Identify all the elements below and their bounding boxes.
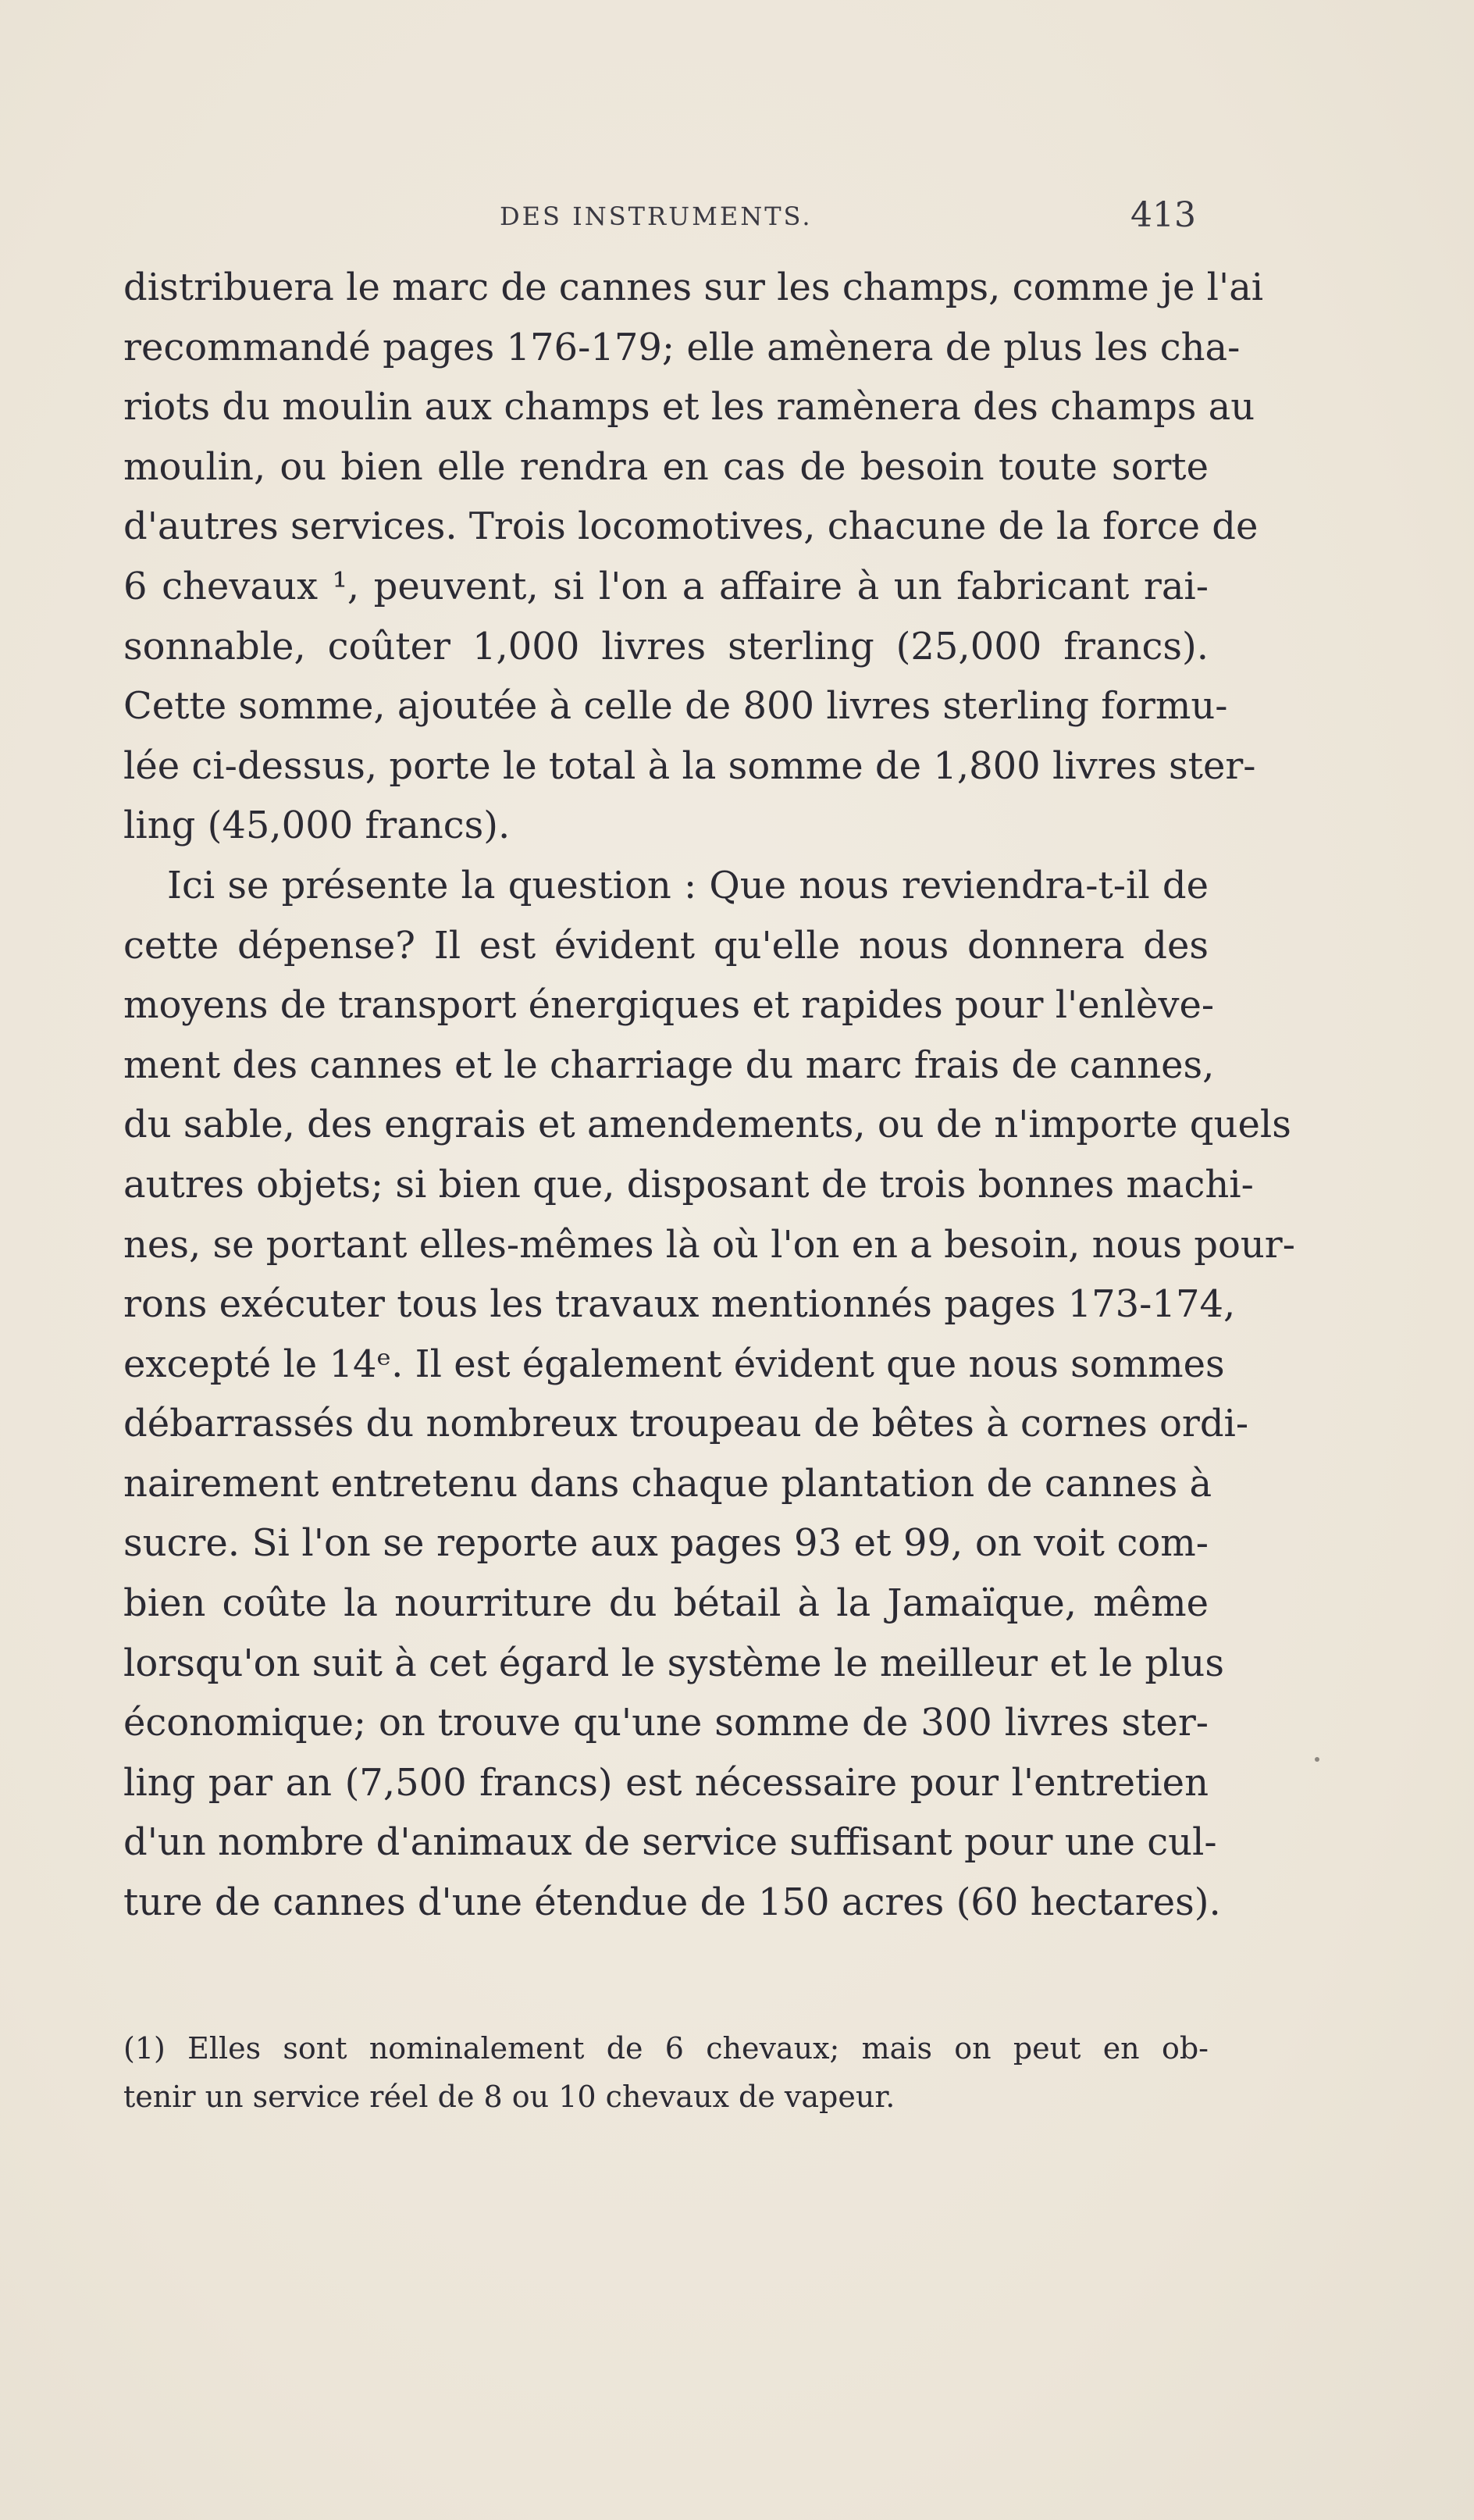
text-line: excepté le 14ᵉ. Il est également évident que nous sommes xyxy=(123,1342,1225,1386)
text-line: moulin, ou bien elle rendra en cas de besoin toute sorte xyxy=(123,444,1209,489)
text-line: ling par an (7,500 francs) est nécessaire pour l'entretien xyxy=(123,1760,1209,1805)
text-line: sonnable, coûter 1,000 livres sterling (25,000 francs). xyxy=(123,624,1209,668)
paper-speck xyxy=(1315,1757,1319,1762)
text-line: Ici se présente la question : Que nous reviendra-t-il de xyxy=(167,863,1209,907)
footnote-line: (1) Elles sont nominalement de 6 chevaux; mais on peut en ob- xyxy=(123,2031,1209,2066)
text-line: rons exécuter tous les travaux mentionnés pages 173-174, xyxy=(123,1282,1236,1327)
text-line: d'autres services. Trois locomotives, chacune de la force de xyxy=(123,504,1259,549)
text-line: riots du moulin aux champs et les ramènera des champs au xyxy=(123,385,1255,430)
body-text xyxy=(123,258,1295,1933)
text-line: lée ci-dessus, porte le total à la somme de 1,800 livres ster- xyxy=(123,743,1256,788)
text-line: moyens de transport énergiques et rapides pour l'enlève- xyxy=(123,983,1215,1028)
text-line: distribuera le marc de cannes sur les champs, comme je l'ai xyxy=(123,266,1264,309)
text-line: lorsqu'on suit à cet égard le système le meilleur et le plus xyxy=(123,1641,1224,1685)
text-line: d'un nombre d'animaux de service suffisant pour une cul- xyxy=(123,1820,1217,1865)
text-line: du sable, des engrais et amendements, ou de n'importe quels xyxy=(123,1103,1291,1147)
text-line: Cette somme, ajoutée à celle de 800 livres sterling formu- xyxy=(123,684,1228,729)
text-line: économique; on trouve qu'une somme de 300 livres ster- xyxy=(123,1701,1209,1745)
text-line: nes, se portant elles-mêmes là où l'on en a besoin, nous pour- xyxy=(123,1222,1295,1267)
page-number: 413 xyxy=(1130,195,1196,235)
footnote xyxy=(123,2024,1209,2121)
text-line: nairement entretenu dans chaque plantation de cannes à xyxy=(123,1461,1212,1506)
text-line: cette dépense? Il est évident qu'elle nous donnera des xyxy=(123,923,1209,968)
text-line: recommandé pages 176-179; elle amènera de plus les cha- xyxy=(123,325,1241,369)
text-line: ture de cannes d'une étendue de 150 acres (60 hectares). xyxy=(123,1880,1221,1925)
text-line: sucre. Si l'on se reporte aux pages 93 et 99, on voit com- xyxy=(123,1521,1209,1566)
footnote-line: tenir un service réel de 8 ou 10 chevaux de vapeur. xyxy=(123,2080,895,2114)
running-title: DES INSTRUMENTS. xyxy=(500,201,813,231)
text-line: ment des cannes et le charriage du marc frais de cannes, xyxy=(123,1043,1215,1087)
text-line: débarrassés du nombreux troupeau de bêtes à cornes ordi- xyxy=(123,1402,1249,1446)
text-line: autres objets; si bien que, disposant de trois bonnes machi- xyxy=(123,1162,1254,1207)
text-line: 6 chevaux ¹, peuvent, si l'on a affaire à un fabricant rai- xyxy=(123,564,1209,608)
text-line: ling (45,000 francs). xyxy=(123,804,511,848)
text-line: bien coûte la nourriture du bétail à la Jamaïque, même xyxy=(123,1581,1209,1626)
